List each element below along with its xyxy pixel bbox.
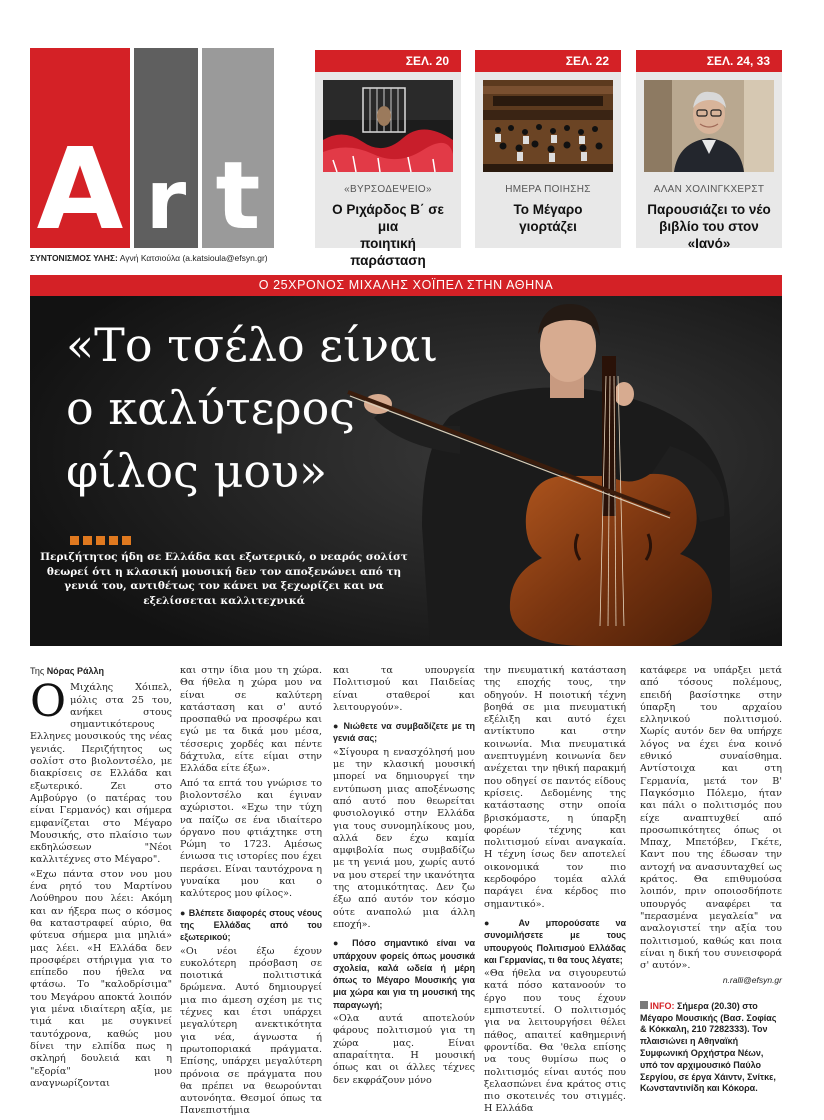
hero-lede: Περιζήτητος ήδη σε Ελλάδα και εξωτερικό, ο νεαρός σολίστ θεωρεί ότι η κλασική μουσική δεν τον αποξενώνει από τη γενιά του, αντιθέτως τον κάνει να ξεχωρίζει και να εξελίσσεται καλλιτεχνικά	[40, 551, 408, 607]
byline-author: Νόρας Ράλλη	[46, 666, 105, 676]
stage-photo	[323, 80, 453, 172]
author-portrait	[644, 80, 774, 172]
interview-question: ● Πόσο σημαντικό είναι να υπάρχουν φορείς όπως μουσικά σχολεία, καλά ωδεία ή μέρη όπως το Μέγαρο Μουσικής για μια χώρα και για τη μουσική της παραγωγή;	[333, 938, 475, 1010]
coordination-value: Αγνή Κατσιούλα (a.katsioula@efsyn.gr)	[119, 253, 268, 263]
logo-letter-r	[134, 48, 198, 248]
hero-title-line: φίλος μου»	[66, 444, 328, 498]
accent-dot	[96, 536, 105, 545]
hero-title	[66, 314, 446, 503]
article-paragraph: «Ολα αυτά αποτελούν φάρους πολιτισμού για τη χώρα μας. Είναι απαραίτητα. Η μουσική όπως και οι άλλες τέχνες δεν εκφράζουν μόνο	[333, 1013, 475, 1086]
section-banner: Ο 25ΧΡΟΝΟΣ ΜΙΧΑΛΗΣ ΧΟΪΠΕΛ ΣΤΗΝ ΑΘΗΝΑ	[30, 275, 782, 296]
author-email: n.ralli@efsyn.gr	[722, 975, 782, 986]
teaser-headline-line: βιβλίο του στον «Ιανό»	[659, 219, 759, 251]
article-paragraph: «Θα ήθελα να σιγουρευτώ κατά πόσο κατανοούν το έργο που τους έχουν εμπιστευτεί. Ο πολιτισμός για να λειτουργήσει θέλει πάθος, απαιτεί καθημερινή φροντίδα. Θα 'θελα επίσης να τους θυμίσω πως ο πολιτισμός είναι αυτός που ξελασπώνει ένα κράτος στις πιο σκοτεινές του στιγμές. Η Ελλάδα	[484, 968, 626, 1115]
teaser-headline-line: Παρουσιάζει το νέο	[647, 202, 771, 217]
teaser-headline-line: Ο Ριχάρδος Β΄ σε μια	[332, 202, 444, 234]
byline	[30, 665, 172, 677]
teaser-headline	[321, 201, 455, 269]
interview-question: ● Αν μπορούσατε να συνομιλήσετε με τους υπουργούς Πολιτισμού Ελλάδας και Γερμανίας, τι θα τους λέγατε;	[484, 917, 626, 965]
teaser-headline-line: ποιητική παράσταση	[350, 236, 426, 268]
coordination-credit	[30, 253, 268, 263]
teaser-kicker: «ΒΥΡΣΟΔΕΨΕΙΟ»	[344, 184, 432, 195]
orchestra-photo	[483, 80, 613, 172]
article-column-1	[30, 665, 172, 1092]
logo-letter-t	[202, 48, 274, 251]
article-paragraph: «Εχω πάντα στον νου μου ένα ρητό του Μαρτίνου Λούθηρου που λέει: Ακόμη και αν ήξερα πως ο κόσμος θα καταστραφεί αύριο, θα φύτευα σήμερα μια μηλιά» μας λέει. «Η Ελλάδα δεν προσφέρει στήριγμα για το επίπεδο που ήθελα να φτάσω. Το "καλοδρίσιμα" του Μεγάρου αποκτά λοιπόν για μένα ιδιαίτερη αξία, με τιμά και με συγκινεί ταυτόχρονα, καθώς μου δίνει την ελπίδα πως η σκληρή δουλειά και η "εξορία" μου αναγνωρίζονται	[30, 868, 172, 1089]
teaser-headline	[481, 201, 615, 235]
teaser-card-2[interactable]	[475, 50, 621, 248]
article-column-2	[180, 665, 322, 1120]
teaser-card-1[interactable]	[315, 50, 461, 268]
info-box	[640, 1001, 782, 1095]
accent-dot	[70, 536, 79, 545]
teaser-card-3[interactable]	[636, 50, 782, 251]
logo-letter-a	[30, 48, 130, 255]
article-paragraph: «Σίγουρα η ενασχόλησή μου με την κλασική μουσική μπορεί να δημιουργεί την εντύπωση μιας αποξένωσης από αυτό που θεωρείται φυσιολογικό στην Ελλάδα για τους συνομηλίκους μου, αλλά δεν έχω καμία αμφιβολία πως συμβαδίζω με τη γενιά μου, χωρίς αυτό να μου στερεί την ικανότητα της ατομικότητας. Δεν ζω έξω από αυτόν τον κόσμο ούτε αναπολώ μια άλλη εποχή».	[333, 746, 475, 930]
coordination-label: ΣΥΝΤΟΝΙΣΜΟΣ ΥΛΗΣ:	[30, 253, 118, 263]
interview-question: ● Βλέπετε διαφορές στους νέους της Ελλάδας από του εξωτερικού;	[180, 907, 322, 943]
article-column-3	[333, 665, 475, 1089]
accent-dot	[83, 536, 92, 545]
hero-panel	[30, 296, 782, 646]
logo-t-glyph: t	[215, 142, 261, 251]
info-label: INFO:	[650, 1000, 675, 1011]
interview-question: ● Νιώθετε να συμβαδίζετε με τη γενιά σας;	[333, 721, 475, 744]
article-column-5	[640, 665, 782, 1095]
teaser-headline-line: Το Μέγαρο	[513, 202, 583, 217]
teaser-page-ref: ΣΕΛ. 20	[315, 50, 461, 72]
article-paragraph: «Οι νέοι έξω έχουν ευκολότερη πρόσβαση σε ποιοτικά πολιτιστικά δρώμενα. Αυτό δημιουργεί μια πιο άμεση σχέση με τις τέχνες και έτσι υπάρχει μεγαλύτερη ανεκτικότητα για νέα, άγνωστα ή πρωτοποριακά πράγματα. Επίσης, υπάρχει μεγαλύτερη πρόνοια σε πράγματα που θα πρέπει να θεωρούνται αυτονόητα. Θεσμοί όπως τα Πανεπιστήμια	[180, 945, 322, 1117]
logo-a-glyph: A	[36, 125, 124, 255]
hero-title-line: «Το τσέλο είναι	[66, 318, 439, 372]
teaser-page-ref: ΣΕΛ. 22	[475, 50, 621, 72]
article-paragraph: την πνευματική κατάσταση της εποχής τους, την οδηγούν. Η ποιοτική τέχνη βοηθά σε μια πνευματική εξέλιξη και αυτό έχει αντίκτυπο και στην κοινωνία. Μια πνευματικά ανεπτυγμένη κοινωνία δεν ανέχεται την ηθική παρακμή που οδηγεί σε παντός είδους κρίσεις. Δεδομένης της κατάστασης στην οποία βρισκόμαστε, η ύπαρξη φορέων τέχνης και πολιτισμού είναι αναγκαία. Η τέχνη ίσως δεν αποτελεί οικονομικά τον πιο κερδοφόρο τομέα αλλά παράγει ένα κέρδος πιο σημαντικό».	[484, 665, 626, 910]
article-column-4	[484, 665, 626, 1118]
byline-prefix: Της	[30, 666, 47, 676]
info-square-icon	[640, 1001, 648, 1009]
accent-dot	[109, 536, 118, 545]
article-paragraph: και τα υπουργεία Πολιτισμού και Παιδείας είναι σταθεροί και λειτουργούν».	[333, 665, 475, 713]
teaser-kicker: ΑΛΑΝ ΧΟΛΙΝΓΚΧΕΡΣΤ	[653, 184, 765, 195]
info-text: Σήμερα (20.30) στο Μέγαρο Μουσικής (Βασ. Σοφίας & Κόκκαλη, 210 7282333). Τον πλαισιώνει η Αθηναϊκή Συμφωνική Ορχήστρα Νέων, υπό τον αρχιμουσικό Παύλο Σεργίου, σε έργα Χάιντν, Σνίτκε, Κωνσταντινίδη και Κόκορα.	[640, 1000, 777, 1094]
teaser-headline	[642, 201, 776, 252]
article-paragraph: Από τα επτά του γνώρισε το βιολοντσέλο και έγιναν αχώριστοι. «Εχω την τύχη να παίζω σε ένα ιδιαίτερο όργανο που φτιάχτηκε στη Ρώμη το 1723. Αμέσως ένιωσα τις ιστορίες που έχει περάσει. Είναι ταυτόχρονα η γυναίκα μου και ο καλύτερος μου φίλος».	[180, 777, 322, 900]
hero-title-line: ο καλύτερος	[66, 381, 356, 435]
article-paragraph: και στην ίδια μου τη χώρα. Θα ήθελα η χώρα μου να είναι σε καλύτερη κατάσταση και σ' αυτό προσπαθώ να προσφέρω και εγώ με τα δικά μου μέσα, τέσσερις χορδές και πέντε δάχτυλα, είτε είμαι στην Ελλάδα είτε έξω».	[180, 665, 322, 775]
accent-dots	[70, 530, 135, 549]
drop-cap: Ο	[30, 676, 67, 728]
teaser-page-ref: ΣΕΛ. 24, 33	[636, 50, 782, 72]
teaser-headline-line: γιορτάζει	[519, 219, 577, 234]
accent-dot	[122, 536, 131, 545]
logo-r-glyph: r	[145, 153, 187, 248]
article-paragraph: Μιχάλης Χόιπελ, μόλις στα 25 του, ανήκει στους σημαντικότερους Ελληνες μουσικούς της νέας γενιάς. Περιζήτητος ως σολίστ στο βιολοντσέλο, με διακρίσεις σε Ελλάδα και εξωτερικό. Ζει στο Αμβούργο (ο πατέρας του είναι Γερμανός) και σήμερα εμφανίζεται στο Μέγαρο Μουσικής, στο πλαίσιο των εκδηλώσεων "Νέοι καλλιτέχνες στο Μέγαρο".	[30, 682, 172, 866]
teaser-kicker: ΗΜΕΡΑ ΠΟΙΗΣΗΣ	[505, 184, 591, 195]
article-paragraph: κατάφερε να υπάρξει μετά από τόσους πολέμους, επειδή βασίστηκε στην ύπαρξη του αρχαίου ελληνικού πολιτισμού. Χωρίς αυτόν δεν θα υπήρχε λόγος να έχει ένα κοινό εθνικό συναίσθημα. Αντίστοιχα και στη Γερμανία, μετά τον Β' Παγκόσμιο Πόλεμο, ήταν και πάλι ο πολιτισμός που είχε αναπτυχθεί από προσωπικότητες όπως οι Μπαχ, Μπετόβεν, Γκέτε, Καντ που της έδωσαν την αντοχή να ανασυνταχθεί ως κράτος. Θα επιθυμούσα λοιπόν, πριν οποιοσδήποτε υπουργός αναφέρει τα "περασμένα μεγαλεία" να αναλογιστεί την αξία του πολιτισμού, καθώς και ποια είναι η δική του συνεισφορά σ' αυτόν».	[640, 665, 782, 972]
